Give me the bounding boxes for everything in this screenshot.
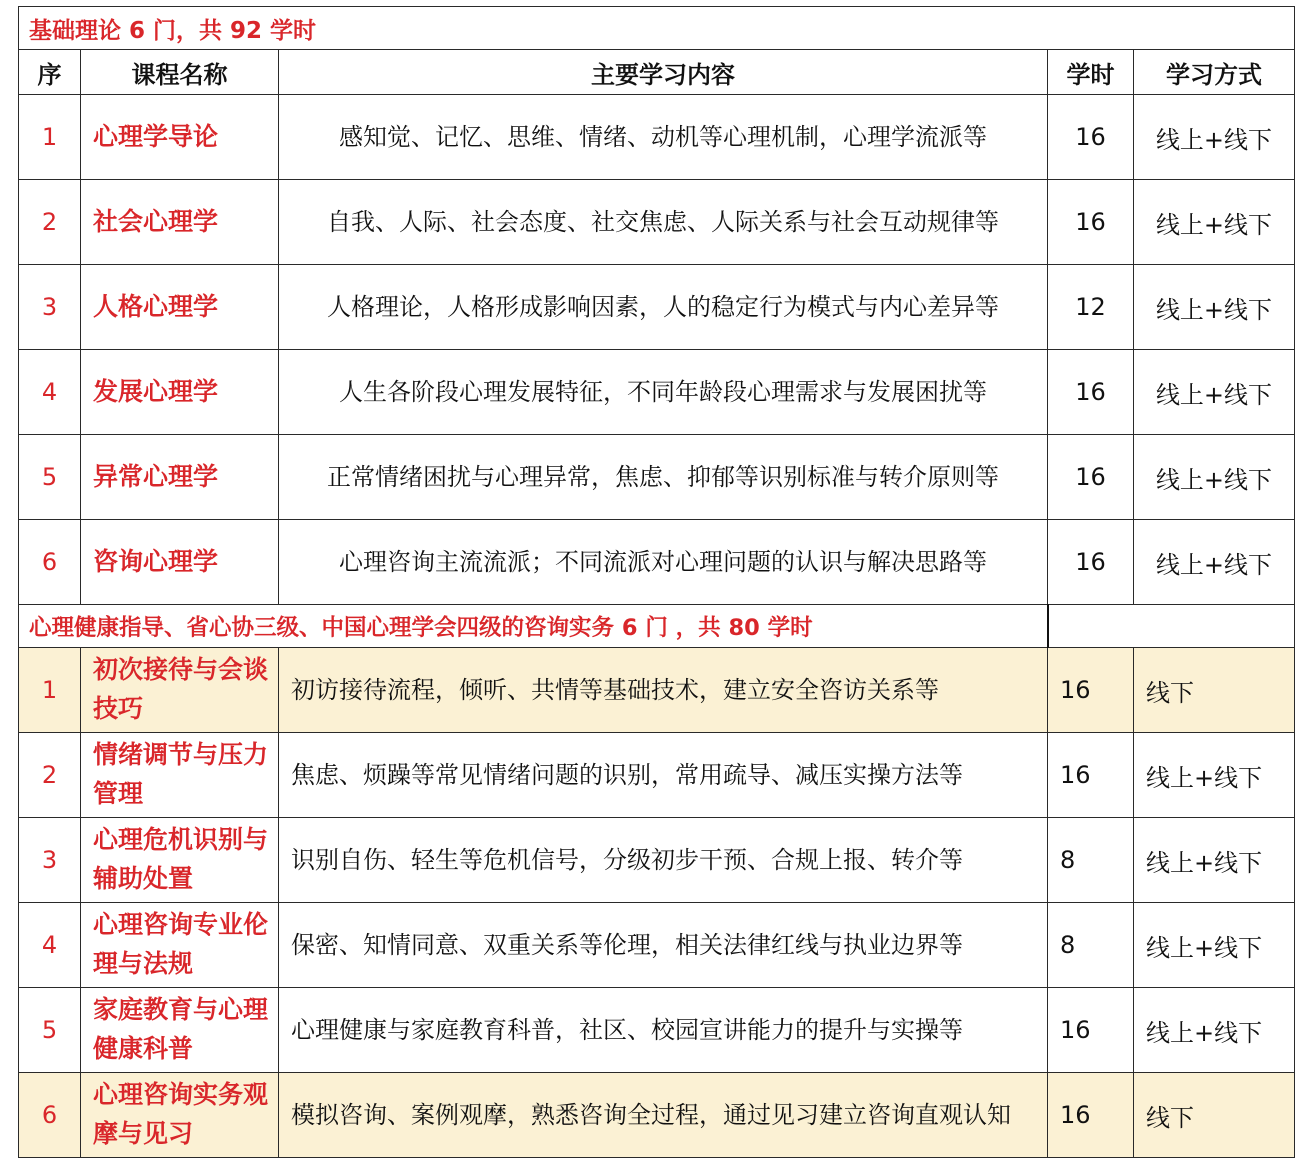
course-hours: 12 — [1048, 265, 1134, 350]
course-content: 识别自伤、轻生等危机信号，分级初步干预、合规上报、转介等 — [279, 818, 1048, 903]
row-number: 1 — [19, 648, 81, 733]
course-hours: 16 — [1048, 95, 1134, 180]
row-number: 2 — [19, 733, 81, 818]
course-name: 初次接待与会谈技巧 — [81, 648, 279, 733]
table-row — [19, 903, 1295, 988]
table-row — [19, 95, 1295, 180]
course-name: 情绪调节与压力管理 — [81, 733, 279, 818]
table-row — [19, 818, 1295, 903]
header-mode: 学习方式 — [1134, 50, 1295, 95]
section-2-title-filler — [1048, 605, 1295, 648]
section-1-title: 基础理论 6 门，共 92 学时 — [19, 7, 1295, 50]
course-mode: 线上+线下 — [1134, 435, 1295, 520]
course-mode: 线上+线下 — [1134, 818, 1295, 903]
course-table-container — [18, 6, 1294, 1158]
course-content: 人生各阶段心理发展特征，不同年龄段心理需求与发展困扰等 — [279, 350, 1048, 435]
course-mode: 线上+线下 — [1134, 265, 1295, 350]
table-row — [19, 733, 1295, 818]
course-content: 焦虑、烦躁等常见情绪问题的识别，常用疏导、减压实操方法等 — [279, 733, 1048, 818]
section-2-title: 心理健康指导、省心协三级、中国心理学会四级的咨询实务 6 门 ，共 80 学时 — [19, 605, 1048, 648]
course-content: 模拟咨询、案例观摩，熟悉咨询全过程，通过见习建立咨询直观认知 — [279, 1073, 1048, 1158]
course-hours: 16 — [1048, 733, 1134, 818]
course-mode: 线下 — [1134, 1073, 1295, 1158]
course-hours: 8 — [1048, 903, 1134, 988]
course-hours: 16 — [1048, 988, 1134, 1073]
course-name: 心理咨询专业伦理与法规 — [81, 903, 279, 988]
table-row — [19, 265, 1295, 350]
course-table — [18, 6, 1295, 1158]
table-row — [19, 1073, 1295, 1158]
course-hours: 8 — [1048, 818, 1134, 903]
row-number: 3 — [19, 818, 81, 903]
course-hours: 16 — [1048, 180, 1134, 265]
course-mode: 线上+线下 — [1134, 95, 1295, 180]
course-name: 心理学导论 — [81, 95, 279, 180]
course-mode: 线上+线下 — [1134, 520, 1295, 605]
row-number: 5 — [19, 988, 81, 1073]
course-name: 异常心理学 — [81, 435, 279, 520]
section-1-title-row — [19, 7, 1295, 50]
course-name: 发展心理学 — [81, 350, 279, 435]
course-name: 心理危机识别与辅助处置 — [81, 818, 279, 903]
course-name: 人格心理学 — [81, 265, 279, 350]
course-hours: 16 — [1048, 435, 1134, 520]
row-number: 3 — [19, 265, 81, 350]
course-content: 人格理论，人格形成影响因素，人的稳定行为模式与内心差异等 — [279, 265, 1048, 350]
course-mode: 线上+线下 — [1134, 903, 1295, 988]
header-content: 主要学习内容 — [279, 50, 1048, 95]
row-number: 4 — [19, 350, 81, 435]
course-hours: 16 — [1048, 350, 1134, 435]
course-name: 心理咨询实务观摩与见习 — [81, 1073, 279, 1158]
course-content: 感知觉、记忆、思维、情绪、动机等心理机制，心理学流派等 — [279, 95, 1048, 180]
section-2-title-row — [19, 605, 1295, 648]
table-row — [19, 520, 1295, 605]
course-mode: 线下 — [1134, 648, 1295, 733]
course-content: 初访接待流程，倾听、共情等基础技术，建立安全咨访关系等 — [279, 648, 1048, 733]
course-content: 心理咨询主流流派；不同流派对心理问题的认识与解决思路等 — [279, 520, 1048, 605]
course-hours: 16 — [1048, 648, 1134, 733]
table-row — [19, 435, 1295, 520]
table-row — [19, 988, 1295, 1073]
course-mode: 线上+线下 — [1134, 350, 1295, 435]
course-name: 家庭教育与心理健康科普 — [81, 988, 279, 1073]
course-hours: 16 — [1048, 520, 1134, 605]
course-mode: 线上+线下 — [1134, 180, 1295, 265]
course-mode: 线上+线下 — [1134, 988, 1295, 1073]
course-name: 社会心理学 — [81, 180, 279, 265]
table-row — [19, 180, 1295, 265]
row-number: 2 — [19, 180, 81, 265]
course-hours: 16 — [1048, 1073, 1134, 1158]
table-row — [19, 648, 1295, 733]
row-number: 1 — [19, 95, 81, 180]
row-number: 6 — [19, 1073, 81, 1158]
header-course-name: 课程名称 — [81, 50, 279, 95]
course-content: 保密、知情同意、双重关系等伦理，相关法律红线与执业边界等 — [279, 903, 1048, 988]
course-content: 正常情绪困扰与心理异常，焦虑、抑郁等识别标准与转介原则等 — [279, 435, 1048, 520]
course-content: 自我、人际、社会态度、社交焦虑、人际关系与社会互动规律等 — [279, 180, 1048, 265]
header-row — [19, 50, 1295, 95]
course-mode: 线上+线下 — [1134, 733, 1295, 818]
row-number: 4 — [19, 903, 81, 988]
header-hours: 学时 — [1048, 50, 1134, 95]
table-row — [19, 350, 1295, 435]
course-content: 心理健康与家庭教育科普，社区、校园宣讲能力的提升与实操等 — [279, 988, 1048, 1073]
header-no: 序 — [19, 50, 81, 95]
row-number: 5 — [19, 435, 81, 520]
course-name: 咨询心理学 — [81, 520, 279, 605]
row-number: 6 — [19, 520, 81, 605]
